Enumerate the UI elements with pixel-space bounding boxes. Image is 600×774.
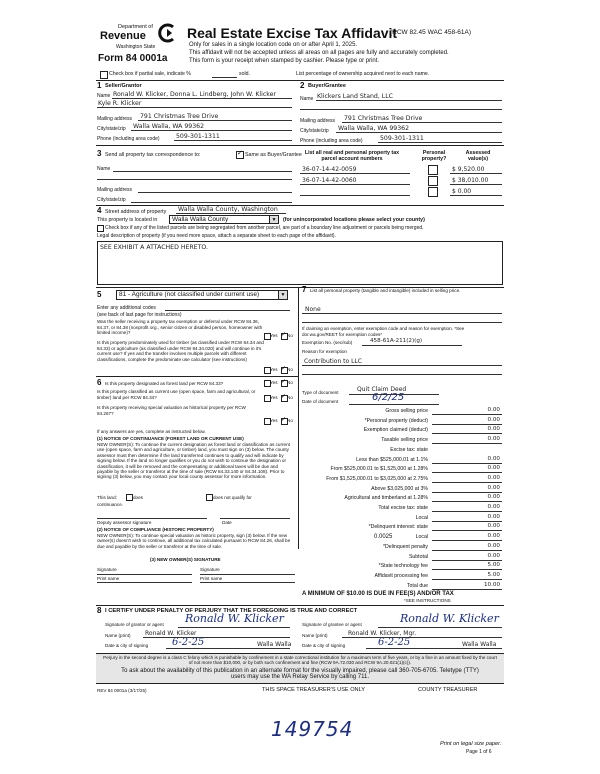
notice1-title: (1) NOTICE OF CONTINUANCE (FOREST LAND OR CURRENT USE) <box>97 436 244 441</box>
buyer-phone-field[interactable]: 509-301-1311 <box>380 135 424 142</box>
exemption-no-label: Exemption No. (sec/sub) <box>302 340 353 345</box>
tax-line-value[interactable]: 0.00 <box>487 494 500 501</box>
tax-line-label: *Personal property (deduct) <box>364 417 428 424</box>
chevron-down-icon: ▼ <box>269 216 278 223</box>
parcel-col-header: List all real and personal property tax parcel account numbers <box>304 150 400 162</box>
does-not-label: does not qualify for <box>213 495 252 500</box>
tax-line-value[interactable]: 5.00 <box>487 562 500 569</box>
forest-question: Is this property designated as forest land per RCW 84.33? <box>105 381 224 386</box>
tax-line-label: Local <box>415 534 428 541</box>
tax-line-value[interactable]: 0.00 <box>487 416 500 423</box>
additional-codes-label: Enter any additional codes <box>97 305 156 311</box>
does-not-checkbox[interactable] <box>206 494 213 501</box>
notice1-text: NEW OWNER(S): To continue the current designation as forest land or classification as current use (open space, farm and agriculture, or timber) land, you must sign on (3) below. The county assessor must then determine if the land transferred continues to qualify and will indicate by signing below. If the land no longer qualifies or you do not wish to continue the designation or classification, it will be removed and the compensating or additional taxes will be due and payable by the seller or transferor at the time of sale (RCW 84.33.140 or 84.34.108). Prior to signing (3) below, you may contact your local county assessor for more information. <box>97 442 290 480</box>
tax-line-value[interactable]: 0.00 <box>487 504 500 510</box>
segregated-note: Check box if any of the listed parcels are being segregated from another parcel, are part of a boundary line adjustment or parcels being merged. <box>105 225 424 231</box>
notice2-text: NEW OWNER(S): To continue special valuation as historic property, sign (3) below. If the new owner(s) doesn't wish to continue, all additional tax calculated pursuant to RCW 84.26, shall be due and payable by the seller or transferor at the time of sale. <box>97 533 291 549</box>
seller-heading: Seller/Grantor <box>105 83 142 89</box>
dept-line2: Revenue <box>100 30 146 42</box>
legal-description-value: SEE EXHIBIT A ATTACHED HERETO. <box>100 244 208 251</box>
no-checkbox-checked[interactable]: ✓ <box>281 366 287 372</box>
grantor-signature[interactable]: Ronald W. Klicker <box>185 612 284 625</box>
no-label: No <box>287 333 293 338</box>
seller-mailing-label: Mailing address <box>97 116 133 122</box>
assessor-date-label: Date <box>222 520 232 525</box>
tax-line-label: From $525,000.01 to $1,525,000 at 1.28% <box>330 466 428 473</box>
reason-field[interactable]: Contribution to LLC <box>304 358 362 365</box>
personal-col-header: Personal property? <box>421 150 447 162</box>
buyer-mailing-field[interactable]: 791 Christmas Tree Drive <box>344 115 423 122</box>
yes-label: Yes <box>270 395 278 400</box>
perjury-text: Perjury in the second degree is a class C felony which is punishable by confinement in a state correctional institution for a maximum term of five years, or by a fine in an amount fixed by the court of not more than $10,000, or by both such confinement and fine (RCW 9A.72.030 and RCW 9A.20.021(1)(c)). <box>103 655 497 666</box>
buyer-city-field[interactable]: Walla Walla, WA 99362 <box>338 125 410 132</box>
buyer-name-field[interactable]: Klickers Land Stand, LLC <box>317 93 393 100</box>
street-field[interactable]: Walla Walla County, Washington <box>178 206 278 213</box>
seller-name-label: Name <box>97 93 111 99</box>
rev-number: REV 84 0001a (3/17/25) <box>97 688 147 693</box>
grantee-date-label: Date & city of signing <box>302 643 346 648</box>
tax-line-value[interactable]: 0.00 <box>487 533 500 540</box>
personal-property-checkbox[interactable] <box>428 187 438 197</box>
county-select[interactable] <box>169 215 279 224</box>
accessibility-text: To ask about the availability of this publication in an alternate format for the visually impaired, please call 360-705-6705. Teletype (TTY) users may use the WA Relay Service by calling 711. <box>121 667 479 681</box>
assessor-sig-label: Deputy assessor signature <box>97 520 152 525</box>
personal-property-label: List all personal property (tangible and intangible) included in selling price. <box>310 288 461 293</box>
tax-line-value[interactable]: 0.00 <box>487 465 500 472</box>
current-use-question: Is this property classified as current use (open space, farm and agricultural, or timber) land per RCW 84.34? <box>97 389 256 400</box>
county-treasurer: COUNTY TREASURER <box>418 687 478 693</box>
tax-line-value[interactable]: 0.00 <box>487 436 500 443</box>
yes-label: Yes <box>270 333 278 338</box>
section-number: 5 <box>97 290 102 299</box>
doc-date-field[interactable]: 6/2/25 <box>372 392 405 403</box>
assessed-value[interactable]: $ 0.00 <box>452 188 472 195</box>
tax-line-label: Less than $525,000.01 at 1.1% <box>356 456 428 463</box>
claim-exemption-label: If claiming an exemption, enter exemption code and reason for exemption. *See dor.wa.gov/REET for exemption codes* <box>302 326 465 337</box>
no-label: No <box>287 418 293 423</box>
ownership-note: List percentage of ownership acquired next to each name. <box>296 71 430 77</box>
seller-city-field[interactable]: Walla Walla, WA 99362 <box>133 123 205 130</box>
parcel-number[interactable]: 36-07-14-42-0059 <box>302 166 357 173</box>
does-label: does <box>133 495 143 500</box>
legal-desc-label: Legal description of property (if you need more space, attach a separate sheet to each page of the affidavit). <box>97 233 336 239</box>
assessed-value[interactable]: $ 38,010.00 <box>452 177 489 184</box>
timber-question: Is this property predominately used for timber (as classified under RCW 84.34 and 84.33) or agriculture (as classified under RCW 84.34.020) and will continue in it's current use? If yes and the transfer involves multiple parcels with different classifications, complete the predominate use calculator (see instructions) <box>97 340 264 362</box>
section-number: 7 <box>302 285 307 294</box>
tax-line-value[interactable]: 0.00 <box>487 523 500 530</box>
tax-line-value[interactable]: 0.00 <box>487 513 500 520</box>
tax-line-label: Taxable selling price <box>381 437 428 444</box>
tax-line-label: Excise tax: state <box>390 446 428 453</box>
rcw-ref: (RCW 82.45 WAC 458-61A) <box>390 29 472 36</box>
page-number: Page 1 of 6 <box>466 749 492 755</box>
tax-line-label: Local <box>415 514 428 521</box>
seller-phone-field[interactable]: 509-301-1311 <box>176 133 220 140</box>
new-owner-sig-heading: (3) NEW OWNER(S) SIGNATURE <box>150 557 221 562</box>
tax-line-label: *Delinquent penalty <box>383 543 428 550</box>
subtitle-3: This form is your receipt when stamped by cashier. Please type or print. <box>189 58 380 64</box>
perjury-notice <box>96 653 504 684</box>
tax-line-value[interactable]: 0.00 <box>487 455 500 462</box>
this-land-label: This land: <box>97 495 117 500</box>
legal-paper-note: Print on legal size paper. <box>440 741 502 747</box>
section-number: 2 <box>300 81 305 90</box>
grantee-name-label: Name (print) <box>302 633 328 638</box>
land-use-select-value: 81 - Agriculture (not classified under current use) <box>119 291 260 298</box>
tax-line-label: From $1,525,000.01 to $3,025,000 at 2.75% <box>326 475 428 482</box>
handwritten-stamp-number: 149754 <box>271 717 354 741</box>
grantor-sig-label: Signature of grantor or agent <box>105 622 164 627</box>
doc-date-label: Date of document <box>302 399 339 404</box>
same-as-buyer-label: Same as Buyer/Grantee <box>245 152 302 158</box>
personal-property-checkbox[interactable] <box>428 165 438 175</box>
no-checkbox-checked[interactable]: ✓ <box>281 417 287 423</box>
assessed-col-header: Assessed value(s) <box>465 150 491 162</box>
tax-line-value[interactable]: 0.00 <box>487 426 500 433</box>
does-checkbox[interactable] <box>126 494 133 501</box>
buyer-name-label: Name <box>300 96 314 102</box>
grantor-date-label: Date & city of signing <box>105 643 149 648</box>
grantee-signature[interactable]: Ronald W. Klicker <box>400 612 499 625</box>
grantee-date[interactable]: 6-2-25 <box>378 637 411 648</box>
dept-line3: Washington State <box>116 44 156 50</box>
grantee-city[interactable]: Walla Walla <box>462 641 497 648</box>
doc-type-field[interactable]: Quit Claim Deed <box>357 386 407 393</box>
exemption-question: Was the seller receiving a property tax exemption or deferral under RCW 84.36, 84.37, or 84.38 (nonprofit org., senior citizen or disabled person, homeowner with limited income)? <box>97 319 263 335</box>
tax-line-value[interactable]: 0.00 <box>487 474 500 481</box>
corr-name-label: Name <box>97 166 111 172</box>
no-checkbox-checked[interactable]: ✓ <box>281 394 287 400</box>
tax-line-label: Above $3,025,000 at 3% <box>371 485 428 492</box>
correspondence-heading: Send all property tax correspondence to: <box>105 152 201 158</box>
seller-phone-label: Phone (including area code) <box>97 136 160 142</box>
tax-line-label: Gross selling price <box>385 408 428 414</box>
grantor-name-field[interactable]: Ronald W. Klicker <box>145 630 197 637</box>
dor-emblem-icon <box>158 23 176 43</box>
print-name-label: Print name <box>200 576 223 581</box>
historic-question: Is this property receiving special valuation as historical property per RCW 84.267? <box>97 405 246 416</box>
seller-mailing-field[interactable]: 791 Christmas Tree Drive <box>140 113 219 120</box>
dept-line1: Department of <box>118 24 153 30</box>
tax-line-label: Agricultural and timberland at 1.28% <box>344 495 428 502</box>
assessed-value[interactable]: $ 9,520.00 <box>452 166 485 173</box>
tax-line-value[interactable]: 0.00 <box>487 552 500 559</box>
tax-line-label: *Delinquent interest: state <box>368 524 428 531</box>
treasurer-use: THIS SPACE TREASURER'S USE ONLY <box>262 687 366 693</box>
tax-line-label: Affidavit processing fee <box>374 572 428 579</box>
seller-city-label: City/state/zip <box>97 126 126 132</box>
no-label: No <box>287 395 293 400</box>
buyer-heading: Buyer/Grantee <box>308 83 346 89</box>
tax-line-value[interactable]: 0.00 <box>487 542 500 549</box>
doc-type-label: Type of document <box>302 390 339 395</box>
yes-label: Yes <box>270 418 278 423</box>
tax-line-value[interactable]: 0.00 <box>487 484 500 491</box>
same-as-buyer-checkbox[interactable]: ✓ <box>237 150 243 157</box>
grantor-name-label: Name (print) <box>105 633 131 638</box>
section-number: 4 <box>97 206 102 215</box>
partial-sale-checkbox[interactable] <box>100 71 108 79</box>
print-name-label: Print name <box>97 576 120 581</box>
corr-city-label: City/state/zip <box>97 197 126 203</box>
located-label: This property is located in <box>97 217 158 223</box>
buyer-city-label: City/state/zip <box>300 128 329 134</box>
minimum-note: A MINIMUM OF $10.00 IS DUE IN FEE(S) AND/OR TAX <box>302 591 454 597</box>
grantee-name-field[interactable]: Ronald W. Klicker, Mgr. <box>348 630 417 637</box>
tax-line-label: Total excise tax: state <box>378 505 428 511</box>
chevron-down-icon: ▼ <box>278 291 287 299</box>
continuance-label: continuance. <box>97 502 124 507</box>
certify-statement: I CERTIFY UNDER PENALTY OF PERJURY THAT THE FOREGOING IS TRUE AND CORRECT <box>105 608 358 614</box>
unincorporated-note: (for unincorporated locations please select your county) <box>283 217 425 223</box>
exemption-no-field[interactable]: 458-61A-211(2)(g) <box>370 338 423 344</box>
tax-line-label: *State technology fee <box>378 563 428 570</box>
grantee-sig-label: Signature of grantee or agent <box>302 622 362 627</box>
section-number: 1 <box>97 81 102 90</box>
segregated-checkbox[interactable] <box>97 225 104 232</box>
county-select-value: Walla Walla County <box>172 216 229 223</box>
no-label: No <box>287 380 293 385</box>
tax-line-label: Exemption claimed (deduct) <box>363 427 428 434</box>
see-back-label: (see back of last page for instructions) <box>97 312 182 318</box>
notice2-title: (2) NOTICE OF COMPLIANCE (HISTORIC PROPERTY) <box>97 527 214 532</box>
tax-line-value[interactable]: 0.00 <box>487 407 500 413</box>
land-use-select[interactable] <box>116 290 288 300</box>
yes-label: Yes <box>270 380 278 385</box>
subtitle-2: This affidavit will not be accepted unless all areas on all pages are fully and accurately completed. <box>189 50 449 56</box>
if-yes-note: If any answers are yes, complete as instructed below. <box>97 429 206 434</box>
grantor-city[interactable]: Walla Walla <box>257 641 292 648</box>
buyer-phone-label: Phone (including area code) <box>300 138 363 144</box>
form-title: Real Estate Excise Tax Affidavit <box>187 25 398 41</box>
tax-line-value[interactable]: 10.00 <box>483 581 500 588</box>
no-checkbox-checked[interactable]: ✓ <box>281 379 287 385</box>
local-rate: 0.0025 <box>374 534 393 540</box>
legal-description-textarea[interactable] <box>97 241 503 285</box>
corr-mailing-label: Mailing address <box>97 187 133 193</box>
form-number: Form 84 0001a <box>98 53 168 64</box>
yes-label: Yes <box>270 367 278 372</box>
no-label: No <box>287 367 293 372</box>
tax-line-label: Subtotal <box>408 553 428 560</box>
section-number: 8 <box>97 606 102 615</box>
parcel-number[interactable]: 36-07-14-42-0060 <box>302 177 357 184</box>
reason-label: Reason for exemption <box>302 349 347 354</box>
seller-name-field-2[interactable]: Kyle R. Klicker <box>98 100 142 107</box>
personal-property-field[interactable]: None <box>305 306 321 313</box>
signature-label: Signature <box>97 567 117 572</box>
buyer-mailing-label: Mailing address <box>300 118 336 124</box>
signature-label: Signature <box>200 567 220 572</box>
sold-label: sold. <box>239 71 250 77</box>
subtitle-1: Only for sales in a single location code on or after April 1, 2025. <box>189 42 358 48</box>
street-label: Street address of property <box>105 209 167 215</box>
tax-line-value[interactable]: 5.00 <box>487 571 500 578</box>
tax-line-label: Total due <box>406 582 428 589</box>
section-number: 6 <box>97 378 102 387</box>
section-number: 3 <box>97 149 102 158</box>
seller-name-field[interactable]: Ronald W. Klicker, Donna L. Lindberg, John W. Klicker <box>113 91 276 98</box>
no-checkbox-checked[interactable]: ✓ <box>281 332 287 338</box>
partial-sale-label: Check box if partial sale, indicate % <box>109 71 191 77</box>
grantor-date[interactable]: 6-2-25 <box>172 637 205 648</box>
personal-property-checkbox[interactable] <box>428 176 438 186</box>
see-instructions: *SEE INSTRUCTIONS <box>404 598 451 603</box>
